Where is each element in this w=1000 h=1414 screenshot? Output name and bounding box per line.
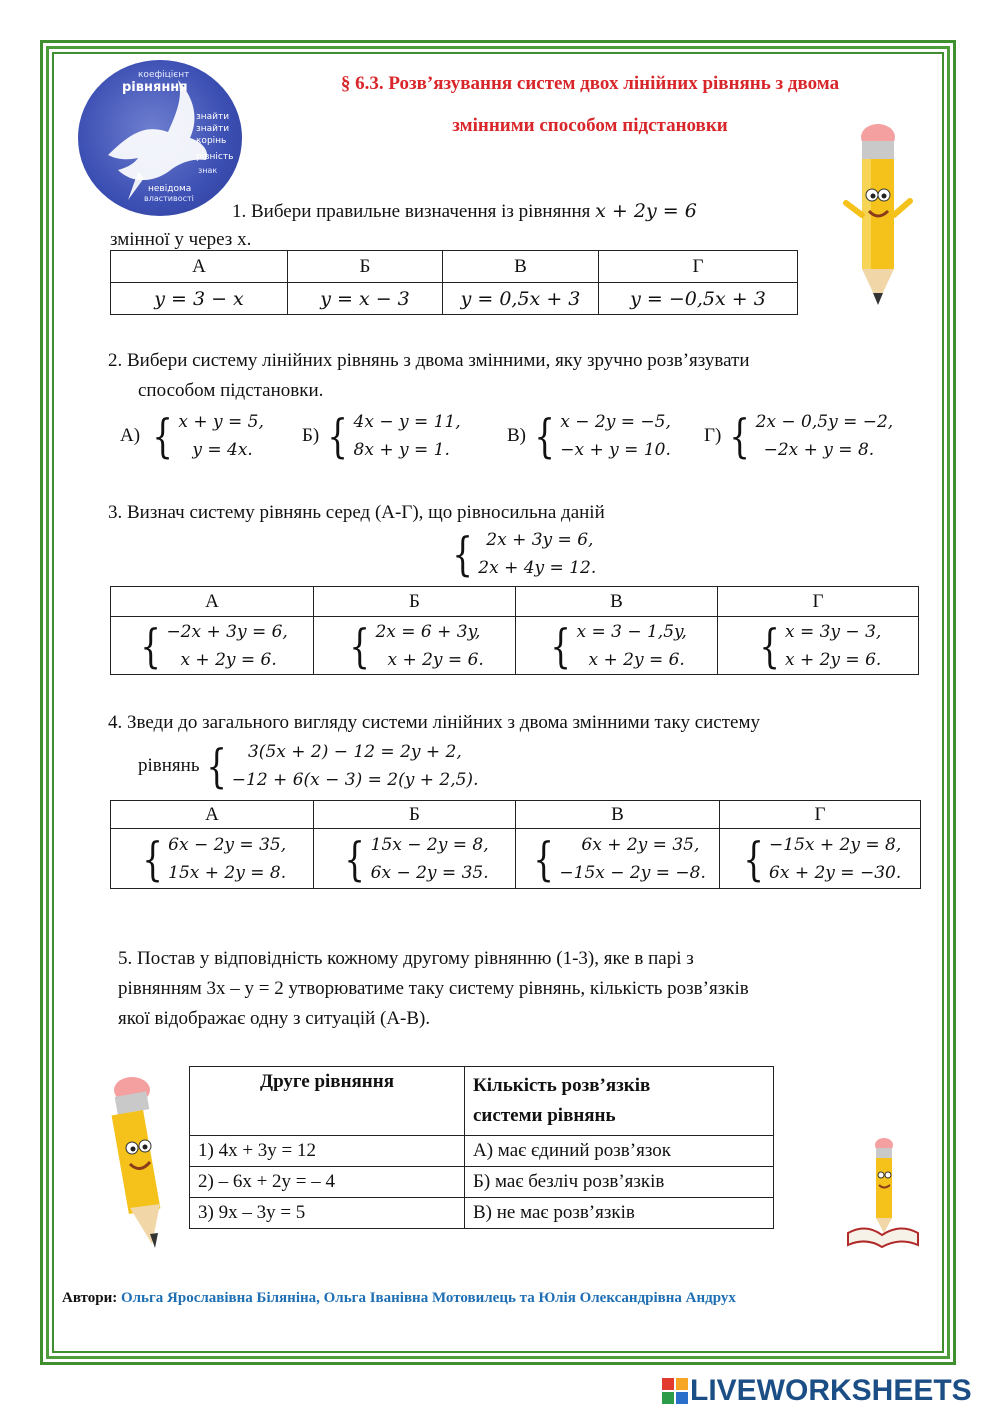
pencil-mascot-icon xyxy=(838,115,918,310)
system-eq: x = 3y − 3, xyxy=(784,621,882,642)
logo-word: рівняння xyxy=(122,80,188,95)
authors-names: Ольга Ярославівна Біляніна, Ольга Іванівна Мотовилець та Юлія Олександрівна Андрух xyxy=(120,1290,736,1306)
q5-equation-2[interactable]: 2) – 6x + 2y = – 4 xyxy=(190,1167,465,1198)
system-eq: x − 2y = −5, xyxy=(560,412,671,432)
q1-answer-b[interactable]: y = x − 3 xyxy=(288,283,443,315)
q5-situation-a[interactable]: А) має єдиний розв’язок xyxy=(465,1136,774,1167)
q5-text xyxy=(118,944,749,1034)
q3-answer-g[interactable]: { x = 3y − 3, x + 2y = 6. xyxy=(718,617,919,675)
q1-answer-v[interactable]: y = 0,5x + 3 xyxy=(443,283,599,315)
system-eq: 6x − 2y = 35. xyxy=(370,862,489,883)
system-eq: −x + y = 10. xyxy=(560,440,671,460)
liveworksheets-logo-icon xyxy=(662,1378,688,1404)
q3-system: { 2x + 3y = 6, 2x + 4y = 12. xyxy=(452,527,597,581)
q3-text: 3. Визнач систему рівнянь серед (А-Г), що рівносильна даній xyxy=(108,502,605,523)
q4-answer-b[interactable]: { 15x − 2y = 8, 6x − 2y = 35. xyxy=(314,829,516,889)
system-eq: 6x − 2y = 35, xyxy=(168,834,287,855)
liveworksheets-brand[interactable]: LIVEWORKSHEETS xyxy=(690,1374,972,1407)
system-eq: −2x + 3y = 6, xyxy=(166,621,288,642)
q5-equation-1[interactable]: 1) 4x + 3y = 12 xyxy=(190,1136,465,1167)
q5-situation-v[interactable]: В) не має розв’язків xyxy=(465,1198,774,1229)
q2-option-label: Г) xyxy=(704,425,722,446)
q1-table xyxy=(110,250,798,315)
q1-header-a: А xyxy=(111,251,288,283)
q1-header-v: В xyxy=(443,251,599,283)
q5-text-line1: 5. Постав у відповідність кожному другому рівнянню (1-3), яке в парі з xyxy=(118,948,694,969)
system-eq: y = 4x. xyxy=(192,440,253,460)
authors-footer xyxy=(62,1290,736,1307)
system-eq: 2x = 6 + 3y, xyxy=(375,621,481,642)
pencil-with-book-icon xyxy=(842,1133,922,1253)
word-cloud-logo xyxy=(78,60,242,216)
logo-word: рівність xyxy=(196,152,234,162)
q2-option-b[interactable]: Б) { 4x − y = 11, 8x + y = 1. xyxy=(302,409,461,463)
system-eq: 3(5x + 2) − 12 = 2y + 2, xyxy=(231,742,462,762)
q5-col1-header: Друге рівняння xyxy=(190,1067,465,1136)
system-eq: x + y = 5, xyxy=(178,412,264,432)
q1-equation: x + 2y = 6 xyxy=(595,200,697,222)
page-title-line2: змінними способом підстановки xyxy=(452,115,728,136)
q2-option-a[interactable]: А) { x + y = 5, y = 4x. xyxy=(120,409,264,463)
q2-option-g[interactable]: Г) { 2x − 0,5y = −2, −2x + y = 8. xyxy=(704,409,894,463)
logo-word: коефіцієнт xyxy=(138,70,190,80)
logo-word: невідома xyxy=(148,184,192,194)
q4-answer-g[interactable]: { −15x + 2y = 8, 6x + 2y = −30. xyxy=(720,829,921,889)
system-eq: −12 + 6(x − 3) = 2(y + 2,5). xyxy=(231,770,479,790)
system-eq: 4x − y = 11, xyxy=(353,412,461,432)
logo-word: знак xyxy=(198,166,218,175)
q5-equation-3[interactable]: 3) 9x – 3y = 5 xyxy=(190,1198,465,1229)
q3-answer-b[interactable]: { 2x = 6 + 3y, x + 2y = 6. xyxy=(314,617,516,675)
system-eq: x + 2y = 6. xyxy=(588,649,685,670)
q4-prefix: рівнянь xyxy=(138,755,200,776)
q2-option-v[interactable]: В) { x − 2y = −5, −x + y = 10. xyxy=(507,409,671,463)
system-eq: −15x + 2y = 8, xyxy=(769,834,902,855)
page-title-line1: § 6.3. Розв’язування систем двох лінійних рівнянь з двома xyxy=(340,73,840,94)
authors-label: Автори: xyxy=(62,1290,118,1306)
q3-table xyxy=(110,586,919,675)
q3-header-a: А xyxy=(111,587,314,617)
system-eq: 8x + y = 1. xyxy=(353,440,450,460)
q4-header-a: А xyxy=(111,801,314,829)
q5-col2-header xyxy=(465,1067,774,1136)
q5-col2-header-line1: Кількість розв’язків xyxy=(473,1075,651,1096)
logo-word: знайти xyxy=(196,124,230,134)
q5-table xyxy=(189,1066,774,1229)
q2-option-label: Б) xyxy=(302,425,320,446)
q1-answer-a[interactable]: y = 3 − x xyxy=(111,283,288,315)
q3-header-v: В xyxy=(516,587,718,617)
system-eq: 15x − 2y = 8, xyxy=(370,834,489,855)
system-eq: 2x − 0,5y = −2, xyxy=(755,412,894,432)
q4-header-g: Г xyxy=(720,801,921,829)
system-eq: 6x + 2y = −30. xyxy=(769,862,902,883)
q2-text-line2: способом підстановки. xyxy=(138,380,324,401)
q5-situation-b[interactable]: Б) має безліч розв’язків xyxy=(465,1167,774,1198)
q1-prompt: 1. Вибери правильне визначення із рівняння xyxy=(232,201,591,222)
system-eq: 2x + 3y = 6, xyxy=(486,530,594,550)
q1-header-b: Б xyxy=(288,251,443,283)
q1-header-g: Г xyxy=(599,251,798,283)
q4-table xyxy=(110,800,921,889)
system-eq: −15x − 2y = −8. xyxy=(559,862,706,883)
logo-word: корінь xyxy=(196,136,227,146)
q4-header-v: В xyxy=(516,801,720,829)
q5-text-line3: якої відображає одну з ситуацій (А-В). xyxy=(118,1008,431,1029)
q4-answer-v[interactable]: { 6x + 2y = 35, −15x − 2y = −8. xyxy=(516,829,720,889)
q3-header-g: Г xyxy=(718,587,919,617)
q2-text-line1: 2. Вибери систему лінійних рівнянь з двома змінними, яку зручно розв’язувати xyxy=(108,350,750,371)
system-eq: 2x + 4y = 12. xyxy=(478,558,597,578)
system-eq: x + 2y = 6. xyxy=(180,649,277,670)
q3-answer-a[interactable]: { −2x + 3y = 6, x + 2y = 6. xyxy=(111,617,314,675)
q4-answer-a[interactable]: { 6x − 2y = 35, 15x + 2y = 8. xyxy=(111,829,314,889)
pencil-mascot-icon xyxy=(100,1068,180,1253)
q3-header-b: Б xyxy=(314,587,516,617)
q4-text: 4. Зведи до загального вигляду системи лінійних з двома змінними таку систему xyxy=(108,712,760,733)
q5-text-line2: рівнянням 3x – y = 2 утворюватиме таку систему рівнянь, кількість розв’язків xyxy=(118,978,749,999)
q1-answer-g[interactable]: y = −0,5x + 3 xyxy=(599,283,798,315)
system-eq: −2x + y = 8. xyxy=(763,440,875,460)
q2-option-label: А) xyxy=(120,425,141,446)
logo-word: знайти xyxy=(196,112,230,122)
system-eq: x + 2y = 6. xyxy=(784,649,882,670)
system-eq: 15x + 2y = 8. xyxy=(168,862,287,883)
q3-answer-v[interactable]: { x = 3 − 1,5y, x + 2y = 6. xyxy=(516,617,718,675)
system-eq: 6x + 2y = 35, xyxy=(581,834,700,855)
logo-word: властивості xyxy=(144,194,194,203)
q1-text xyxy=(232,198,697,225)
system-eq: x + 2y = 6. xyxy=(387,649,484,670)
q4-header-b: Б xyxy=(314,801,516,829)
q2-option-label: В) xyxy=(507,425,526,446)
q1-text-line2: змінної у через x. xyxy=(110,229,252,250)
q5-col2-header-line2: системи рівнянь xyxy=(473,1105,616,1126)
system-eq: x = 3 − 1,5y, xyxy=(576,621,687,642)
q4-system: рівнянь { 3(5x + 2) − 12 = 2y + 2, −12 + 6(x − 3) = 2(y + 2,5). xyxy=(138,739,479,793)
